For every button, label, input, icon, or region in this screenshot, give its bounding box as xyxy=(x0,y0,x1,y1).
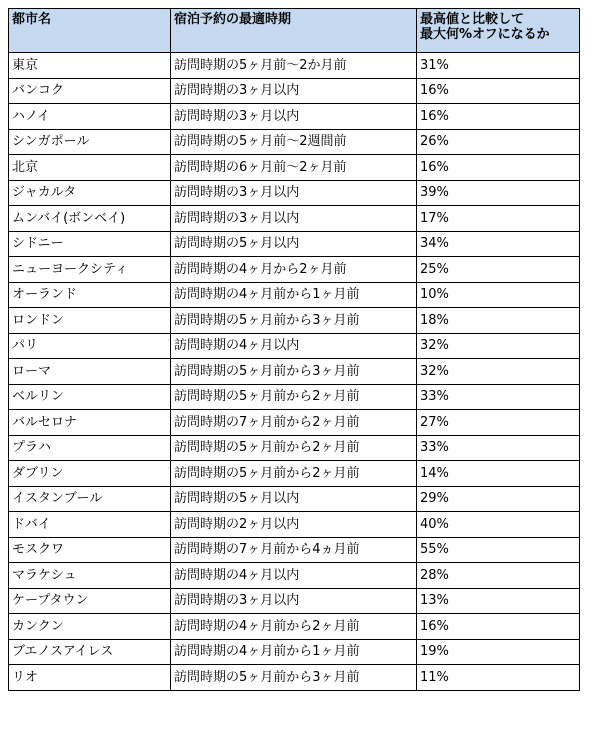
cell-discount: 32% xyxy=(417,333,580,359)
cell-city: モスクワ xyxy=(9,537,171,563)
table-row xyxy=(9,639,580,665)
cell-city: 北京 xyxy=(9,155,171,181)
cell-discount: 10% xyxy=(417,282,580,308)
cell-period: 訪問時期の5ヶ月以内 xyxy=(171,231,417,257)
cell-city: バンコク xyxy=(9,78,171,104)
table-row xyxy=(9,410,580,436)
cell-discount: 16% xyxy=(417,78,580,104)
cell-period: 訪問時期の2ヶ月以内 xyxy=(171,512,417,538)
cell-discount: 39% xyxy=(417,180,580,206)
table-row xyxy=(9,333,580,359)
cell-discount: 31% xyxy=(417,53,580,79)
table-row xyxy=(9,104,580,130)
cell-discount: 28% xyxy=(417,563,580,589)
table-row xyxy=(9,461,580,487)
cell-city: マラケシュ xyxy=(9,563,171,589)
cell-period: 訪問時期の5ヶ月前から3ヶ月前 xyxy=(171,308,417,334)
cell-period: 訪問時期の3ヶ月以内 xyxy=(171,104,417,130)
cell-discount: 27% xyxy=(417,410,580,436)
cell-period: 訪問時期の5ヶ月前から2ヶ月前 xyxy=(171,435,417,461)
table-row xyxy=(9,384,580,410)
cell-period: 訪問時期の3ヶ月以内 xyxy=(171,78,417,104)
table-row xyxy=(9,155,580,181)
cell-period: 訪問時期の4ヶ月前から1ヶ月前 xyxy=(171,282,417,308)
cell-discount: 16% xyxy=(417,104,580,130)
cell-city: シドニー xyxy=(9,231,171,257)
table-row xyxy=(9,78,580,104)
cell-city: 東京 xyxy=(9,53,171,79)
cell-discount: 34% xyxy=(417,231,580,257)
cell-period: 訪問時期の4ヶ月以内 xyxy=(171,563,417,589)
table-body xyxy=(9,53,580,691)
cell-city: イスタンブール xyxy=(9,486,171,512)
cell-city: シンガポール xyxy=(9,129,171,155)
cell-period: 訪問時期の5ヶ月前〜2か月前 xyxy=(171,53,417,79)
table-row xyxy=(9,435,580,461)
table-container xyxy=(8,8,580,691)
cell-discount: 55% xyxy=(417,537,580,563)
header-city: 都市名 xyxy=(9,9,171,53)
cell-city: バルセロナ xyxy=(9,410,171,436)
header-discount-line2: 最大何%オフになるか xyxy=(420,27,550,42)
cell-city: ケープタウン xyxy=(9,588,171,614)
table-row xyxy=(9,180,580,206)
cell-period: 訪問時期の4ヶ月から2ヶ月前 xyxy=(171,257,417,283)
cell-period: 訪問時期の4ヶ月以内 xyxy=(171,333,417,359)
table-row xyxy=(9,665,580,691)
cell-period: 訪問時期の3ヶ月以内 xyxy=(171,206,417,232)
cell-discount: 14% xyxy=(417,461,580,487)
table-row xyxy=(9,129,580,155)
header-discount-line1: 最高値と比較して xyxy=(420,12,525,27)
header-discount xyxy=(417,9,580,53)
header-row xyxy=(9,9,580,53)
hotel-booking-table xyxy=(8,8,580,691)
cell-city: ダブリン xyxy=(9,461,171,487)
cell-discount: 26% xyxy=(417,129,580,155)
cell-period: 訪問時期の5ヶ月前から2ヶ月前 xyxy=(171,461,417,487)
table-row xyxy=(9,308,580,334)
cell-discount: 33% xyxy=(417,384,580,410)
table-row xyxy=(9,486,580,512)
table-row xyxy=(9,257,580,283)
cell-city: ドバイ xyxy=(9,512,171,538)
cell-discount: 40% xyxy=(417,512,580,538)
cell-city: ロンドン xyxy=(9,308,171,334)
cell-discount: 19% xyxy=(417,639,580,665)
cell-period: 訪問時期の5ヶ月以内 xyxy=(171,486,417,512)
cell-period: 訪問時期の3ヶ月以内 xyxy=(171,588,417,614)
cell-period: 訪問時期の5ヶ月前から2ヶ月前 xyxy=(171,384,417,410)
cell-city: カンクン xyxy=(9,614,171,640)
cell-discount: 17% xyxy=(417,206,580,232)
cell-period: 訪問時期の3ヶ月以内 xyxy=(171,180,417,206)
cell-period: 訪問時期の5ヶ月前〜2週間前 xyxy=(171,129,417,155)
table-row xyxy=(9,206,580,232)
table-row xyxy=(9,231,580,257)
cell-city: オーランド xyxy=(9,282,171,308)
cell-period: 訪問時期の7ヶ月前から4ヵ月前 xyxy=(171,537,417,563)
table-row xyxy=(9,537,580,563)
table-row xyxy=(9,53,580,79)
cell-discount: 18% xyxy=(417,308,580,334)
cell-city: ハノイ xyxy=(9,104,171,130)
cell-discount: 11% xyxy=(417,665,580,691)
cell-discount: 16% xyxy=(417,614,580,640)
cell-discount: 32% xyxy=(417,359,580,385)
cell-city: ムンバイ(ボンベイ) xyxy=(9,206,171,232)
cell-period: 訪問時期の5ヶ月前から3ヶ月前 xyxy=(171,665,417,691)
cell-city: ブエノスアイレス xyxy=(9,639,171,665)
table-row xyxy=(9,614,580,640)
table-row xyxy=(9,282,580,308)
cell-city: プラハ xyxy=(9,435,171,461)
cell-discount: 33% xyxy=(417,435,580,461)
cell-period: 訪問時期の5ヶ月前から3ヶ月前 xyxy=(171,359,417,385)
cell-period: 訪問時期の6ヶ月前〜2ヶ月前 xyxy=(171,155,417,181)
cell-city: ベルリン xyxy=(9,384,171,410)
cell-period: 訪問時期の4ヶ月前から2ヶ月前 xyxy=(171,614,417,640)
cell-city: ローマ xyxy=(9,359,171,385)
cell-period: 訪問時期の7ヶ月前から2ヶ月前 xyxy=(171,410,417,436)
header-period: 宿泊予約の最適時期 xyxy=(171,9,417,53)
cell-period: 訪問時期の4ヶ月前から1ヶ月前 xyxy=(171,639,417,665)
table-row xyxy=(9,563,580,589)
table-row xyxy=(9,588,580,614)
table-row xyxy=(9,512,580,538)
table-row xyxy=(9,359,580,385)
cell-city: リオ xyxy=(9,665,171,691)
cell-city: ニューヨークシティ xyxy=(9,257,171,283)
cell-city: パリ xyxy=(9,333,171,359)
cell-discount: 29% xyxy=(417,486,580,512)
cell-discount: 16% xyxy=(417,155,580,181)
cell-discount: 13% xyxy=(417,588,580,614)
cell-city: ジャカルタ xyxy=(9,180,171,206)
cell-discount: 25% xyxy=(417,257,580,283)
table-header xyxy=(9,9,580,53)
